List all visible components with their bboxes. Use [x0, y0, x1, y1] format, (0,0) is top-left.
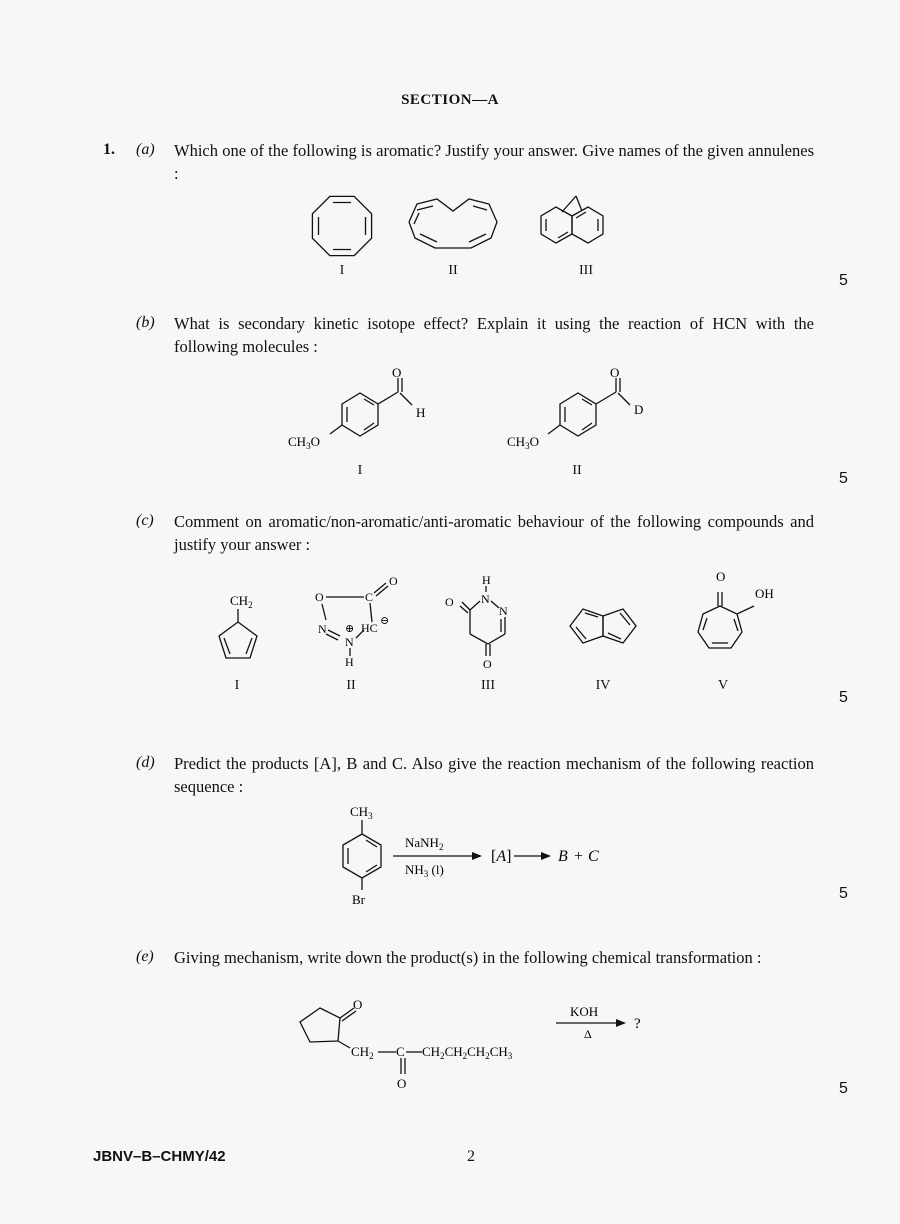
part-a-structure-label-2: II: [448, 263, 458, 278]
part-e-text: Giving mechanism, write down the product(s) in the following chemical transformation :: [174, 948, 762, 967]
svg-text:CH2: $CH_2$: [351, 1044, 374, 1061]
cyclopentanone-diketone-structure: [300, 997, 513, 1091]
svg-text:?: ?: [634, 1016, 641, 1032]
svg-text:OH: OH: [755, 586, 774, 601]
part-b-marks: 5: [839, 470, 848, 487]
part-a-marks: 5: [839, 272, 848, 289]
svg-text:HC: HC: [361, 621, 378, 635]
part-b-label: (b): [136, 314, 155, 331]
part-d-text: Predict the products [A], B and C. Also give the reaction mechanism of the following reaction sequence :: [174, 754, 814, 796]
tropolone-structure: [698, 592, 754, 648]
part-a-structure-label-3: III: [579, 263, 593, 278]
svg-text:N: N: [481, 592, 490, 606]
part-a-structures: [290, 186, 650, 266]
svg-text:O: O: [397, 1076, 407, 1091]
part-b-structure-label-1: I: [357, 463, 363, 478]
anisaldehyde-structure: [330, 378, 412, 436]
svg-text:⊖: ⊖: [380, 615, 390, 627]
svg-text:[A]: [A]: [491, 848, 512, 865]
bromotoluene-structure: [343, 820, 381, 890]
part-d-marks: 5: [839, 885, 848, 902]
part-c-label: (c): [136, 512, 154, 529]
svg-text:O: O: [716, 569, 726, 584]
page-number: 2: [467, 1148, 475, 1165]
svg-text:CH3: $CH_3$: [350, 804, 373, 821]
svg-text:H: H: [416, 405, 426, 420]
part-c-structure-label-5: V: [717, 678, 729, 693]
svg-text:C: C: [365, 590, 374, 604]
svg-text:N: N: [345, 635, 354, 649]
fulvene-structure: [219, 609, 257, 658]
svg-text:N: N: [318, 622, 327, 636]
part-b-structure-label-2: II: [572, 463, 582, 478]
bridged-annulene-structure: [541, 196, 603, 243]
svg-text:KOH: KOH: [570, 1004, 599, 1019]
svg-text:B: B: [558, 848, 568, 865]
paper-code: JBNV–B–CHMY/42: [93, 1148, 226, 1165]
svg-text:NaNH2: NaNH$_2$: [405, 835, 444, 852]
svg-text:O: O: [315, 590, 324, 604]
svg-text:O: O: [389, 574, 398, 588]
part-c-text: Comment on aromatic/non-aromatic/anti-aromatic behaviour of the following compounds and justify your answer :: [174, 512, 814, 554]
pyridazinedione-structure: [445, 573, 508, 671]
svg-text:CH3O: $CH_3O$: [507, 434, 539, 451]
part-a-structure-label-1: I: [339, 263, 345, 278]
svg-text:O: O: [610, 368, 620, 380]
svg-text:N: N: [499, 604, 508, 618]
svg-text:CH2CH2CH2CH3: $CH_2CH_2CH_2CH_3$: [422, 1044, 513, 1061]
svg-text:O: O: [353, 997, 363, 1012]
part-e-marks: 5: [839, 1080, 848, 1097]
part-e-label: (e): [136, 948, 154, 965]
svg-text:O: O: [445, 595, 454, 609]
svg-text:H: H: [345, 655, 354, 669]
part-c-structure-label-1: I: [234, 678, 240, 693]
section-title: SECTION—A: [401, 92, 499, 108]
sydnone-structure: [315, 574, 398, 669]
svg-text:D: D: [634, 402, 644, 417]
part-a-text: Which one of the following is aromatic? Justify your answer. Give names of the given annulenes :: [174, 141, 814, 183]
svg-text:NH3 (l): $NH_3$ (l): [405, 862, 444, 879]
svg-text:C: C: [588, 848, 599, 865]
part-c-marks: 5: [839, 689, 848, 706]
svg-text:CH2: $CH_2$: [230, 593, 253, 610]
part-d-label: (d): [136, 754, 155, 771]
part-c-structures: [200, 568, 800, 672]
svg-text:+: +: [574, 848, 584, 865]
question-number: 1.: [103, 141, 115, 158]
part-e-reaction-scheme: [290, 996, 670, 1096]
svg-text:Br: Br: [352, 892, 365, 907]
part-c-structure-label-3: III: [481, 678, 495, 693]
part-c-structure-label-2: II: [346, 678, 356, 693]
svg-text:O: O: [483, 657, 492, 671]
pentalene-structure: [570, 609, 636, 643]
part-b-text: What is secondary kinetic isotope effect? Explain it using the reaction of HCN with the following molecules :: [174, 314, 814, 356]
svg-text:H: H: [482, 573, 491, 587]
svg-text:Δ: Δ: [584, 1027, 592, 1041]
part-c-structure-label-4: IV: [595, 678, 611, 693]
part-d-reaction-scheme: [325, 800, 625, 910]
cyclooctatetraene-structure: [312, 196, 371, 255]
svg-text:CH3O: $CH_3O$: [288, 434, 320, 451]
svg-text:⊕: ⊕: [345, 623, 355, 635]
svg-text:C: C: [396, 1044, 405, 1059]
svg-text:O: O: [392, 368, 402, 380]
part-b-structures: [285, 368, 665, 458]
part-a-label: (a): [136, 141, 155, 158]
deuterated-anisaldehyde-structure: [548, 378, 630, 436]
annulene-structure: [409, 199, 497, 248]
